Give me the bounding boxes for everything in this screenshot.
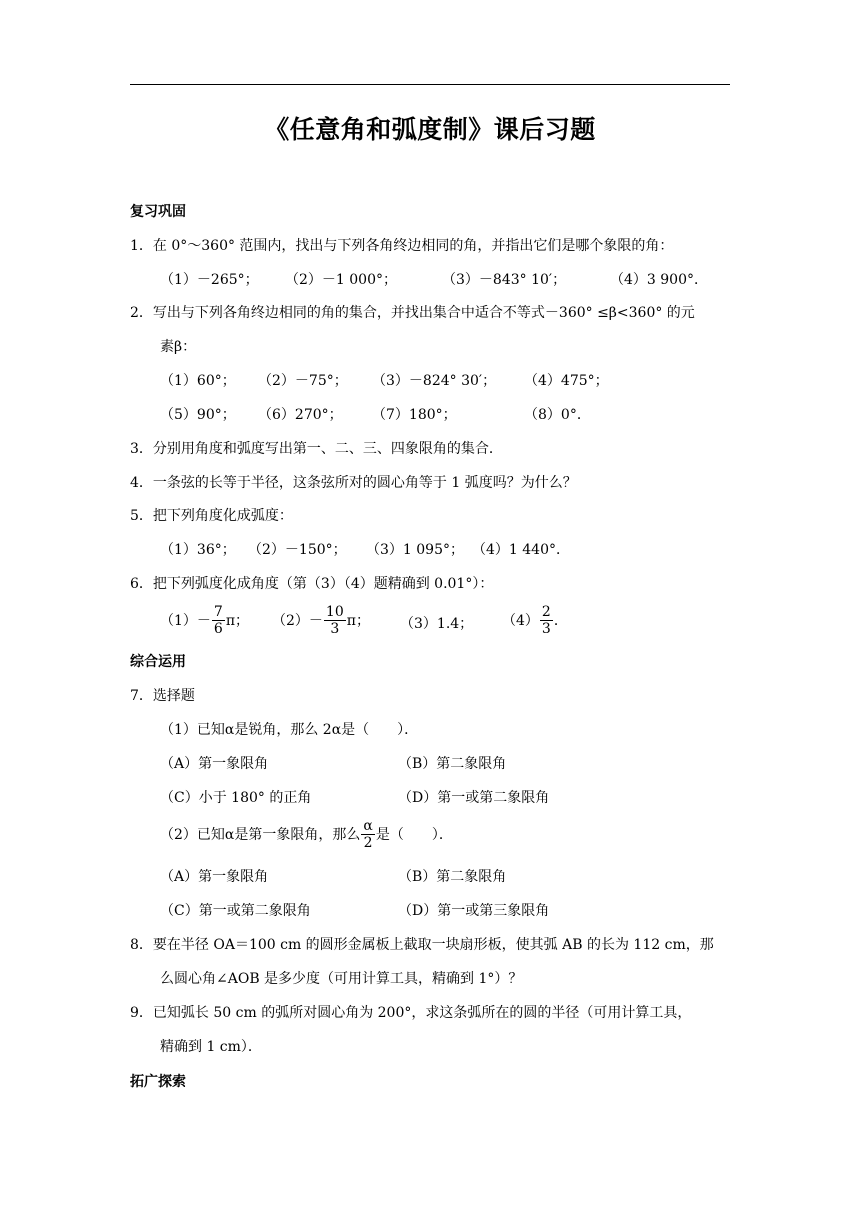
fraction-denominator: 2 — [363, 835, 373, 851]
fraction — [540, 604, 553, 637]
choice-option: （D）第一或第二象限角 — [398, 790, 550, 806]
choice-option: （C）第一或第二象限角 — [160, 903, 311, 919]
question-2-item: （4）475°； — [524, 373, 609, 389]
choice-option: （C）小于 180° 的正角 — [160, 790, 312, 806]
fraction-numerator: 7 — [213, 604, 223, 620]
choice-option: （B）第二象限角 — [398, 756, 507, 772]
question-5-item: （2）－150°； — [248, 542, 347, 558]
question-6-stem: 6．把下列弧度化成角度（第（3）（4）题精确到 0.01°）： — [130, 576, 494, 592]
q6-i1-suffix: π； — [225, 612, 250, 629]
fraction-denominator: 3 — [541, 621, 551, 637]
fraction-denominator: 3 — [330, 621, 340, 637]
question-5-item: （1）36°； — [160, 542, 236, 558]
fraction-numerator: α — [363, 818, 373, 834]
choice-option: （A）第一象限角 — [160, 756, 269, 772]
q7-p2-prefix: （2）已知α是第一象限角，那么 — [160, 826, 361, 843]
question-1-item: （1）－265°； — [160, 272, 259, 288]
question-7-stem: 7．选择题 — [130, 688, 195, 704]
question-9-line-2: 精确到 1 cm）． — [160, 1039, 262, 1055]
choice-option: （D）第一或第三象限角 — [398, 903, 550, 919]
question-8-line-2: 么圆心角∠AOB 是多少度（可用计算工具，精确到 1°）？ — [160, 971, 523, 987]
q6-i2-prefix: （2）－ — [272, 612, 323, 629]
question-1-item: （3）－843° 10′； — [442, 272, 567, 288]
question-2-item: （5）90°； — [160, 407, 236, 423]
page-title: 《任意角和弧度制》课后习题 — [264, 115, 596, 144]
question-7-part-2 — [160, 818, 453, 858]
fraction — [361, 818, 374, 851]
question-2-item: （6）270°； — [258, 407, 343, 423]
header-rule — [130, 84, 730, 85]
section-review-heading: 复习巩固 — [130, 204, 186, 220]
choice-option: （A）第一象限角 — [160, 869, 269, 885]
question-5-item: （3）1 095°； — [366, 542, 464, 558]
q6-i4-prefix: （4） — [502, 612, 539, 629]
question-6-item-1 — [160, 604, 249, 644]
question-4: 4．一条弦的长等于半径，这条弦所对的圆心角等于 1 弧度吗？为什么？ — [130, 475, 577, 491]
question-1-item: （2）－1 000°； — [285, 272, 397, 288]
question-5-item: （4）1 440°． — [472, 542, 570, 558]
fraction-denominator: 6 — [213, 621, 223, 637]
fraction — [212, 604, 225, 637]
question-2-item: （1）60°； — [160, 373, 236, 389]
section-explore-heading: 拓广探索 — [130, 1074, 186, 1090]
q7-p2-suffix: 是（ ）． — [375, 826, 453, 843]
question-2-stem-cont: 素β： — [160, 339, 197, 355]
question-7-part-1: （1）已知α是锐角，那么 2α是（ ）． — [160, 722, 419, 738]
question-1-stem: 1．在 0°～360° 范围内，找出与下列各角终边相同的角，并指出它们是哪个象限的角： — [130, 238, 674, 254]
question-1-item: （4）3 900°． — [610, 272, 708, 288]
fraction-numerator: 2 — [541, 604, 551, 620]
q6-i1-prefix: （1）－ — [160, 612, 211, 629]
fraction-numerator: 10 — [325, 604, 344, 620]
question-6-item-3: （3）1.4； — [400, 616, 474, 632]
q6-i2-suffix: π； — [346, 612, 370, 629]
question-5-stem: 5．把下列角度化成弧度： — [130, 508, 293, 524]
question-3: 3．分别用角度和弧度写出第一、二、三、四象限角的集合． — [130, 441, 503, 457]
choice-option: （B）第二象限角 — [398, 869, 507, 885]
question-2-item: （2）－75°； — [258, 373, 348, 389]
question-2-item: （3）－824° 30′； — [372, 373, 497, 389]
fraction — [324, 604, 346, 637]
question-2-item: （8）0°． — [524, 407, 591, 423]
q6-i4-suffix: ． — [553, 612, 568, 629]
section-apply-heading: 综合运用 — [130, 654, 186, 670]
question-9-line-1: 9．已知弧长 50 cm 的弧所对圆心角为 200°，求这条弧所在的圆的半径（可用计算工具， — [130, 1005, 692, 1021]
question-2-item: （7）180°； — [372, 407, 457, 423]
question-6-item-4 — [502, 604, 568, 644]
question-6-item-2 — [272, 604, 370, 644]
question-2-stem: 2．写出与下列各角终边相同的角的集合，并找出集合中适合不等式－360° ≤β<360° 的元 — [130, 305, 695, 321]
question-8-line-1: 8．要在半径 OA＝100 cm 的圆形金属板上截取一块扇形板，使其弧 AB 的长为 112 cm，那 — [130, 937, 714, 953]
